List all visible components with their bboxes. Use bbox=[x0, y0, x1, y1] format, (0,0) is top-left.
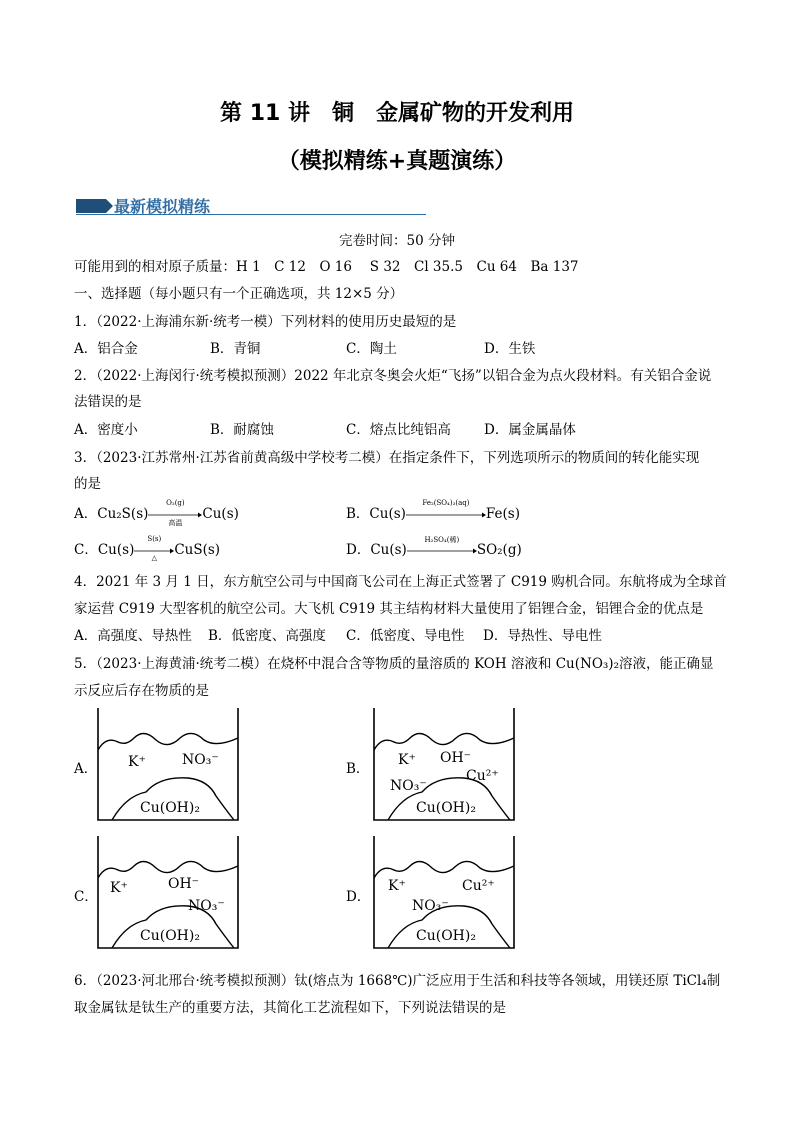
q3-b-condition-above: Fe₂(SO₄)₃(aq) bbox=[422, 498, 470, 507]
beaker-a-diagram bbox=[96, 708, 242, 824]
q3-option-c bbox=[74, 534, 221, 562]
q4-option-d: D．导热性、导电性 bbox=[483, 628, 602, 644]
q4-option-c: C．低密度、导电性 bbox=[346, 628, 465, 644]
q6-stem-line2: 取金属钛是钛生产的重要方法，其简化工艺流程如下，下列说法错误的是 bbox=[74, 1000, 506, 1016]
beaker-c-diagram bbox=[96, 836, 242, 952]
precipitate-label: Cu(OH)₂ bbox=[416, 928, 476, 944]
q3-c-condition-above: S(s) bbox=[147, 534, 162, 543]
q2-option-b: B．耐腐蚀 bbox=[210, 422, 274, 438]
q3-c-reactant: Cu(s) bbox=[97, 542, 135, 558]
q5-option-b-label: B． bbox=[346, 761, 370, 777]
ion-label: NO₃⁻ bbox=[188, 898, 225, 914]
q1-option-a: A．铝合金 bbox=[74, 341, 138, 357]
beaker-d-diagram bbox=[372, 836, 518, 952]
atomic-masses: 可能用到的相对原子质量：H 1 C 12 O 16 S 32 Cl 35.5 Cu 64 Ba 137 bbox=[74, 259, 579, 275]
ion-label: NO₃⁻ bbox=[182, 752, 219, 768]
section-banner bbox=[76, 193, 432, 217]
q3-a-reactant: Cu₂S(s) bbox=[97, 506, 149, 522]
q2-option-a: A．密度小 bbox=[74, 422, 138, 438]
precipitate-label: Cu(OH)₂ bbox=[140, 928, 200, 944]
q2-option-d: D．属金属晶体 bbox=[484, 422, 576, 438]
page-title: 第 11 讲 铜 金属矿物的开发利用 bbox=[220, 101, 574, 126]
q3-d-product: SO₂(g) bbox=[476, 542, 522, 558]
q3-option-a bbox=[74, 498, 239, 527]
q5-option-c-label: C． bbox=[74, 889, 98, 905]
ion-label: NO₃⁻ bbox=[390, 778, 427, 794]
reaction-arrow-icon bbox=[406, 512, 486, 518]
q1-stem: 1．（2022·上海浦东新·统考一模）下列材料的使用历史最短的是 bbox=[74, 314, 457, 330]
ion-label: K⁺ bbox=[128, 754, 146, 770]
ion-label: Cu²⁺ bbox=[466, 768, 499, 784]
q5-stem-line2: 示反应后存在物质的是 bbox=[74, 683, 209, 699]
q3-stem-line1: 3．（2023·江苏常州·江苏省前黄高级中学校考二模）在指定条件下，下列选项所示的物质间的转化能实现 bbox=[74, 450, 700, 466]
q3-a-condition-above: O₂(g) bbox=[166, 498, 185, 507]
q1-option-c: C．陶土 bbox=[346, 341, 397, 357]
q4-option-a: A．高强度、导热性 bbox=[74, 628, 192, 644]
ion-label: NO₃⁻ bbox=[412, 898, 449, 914]
q6-stem-line1: 6．（2023·河北邢台·统考模拟预测）钛(熔点为 1668℃)广泛应用于生活和科技等各领域，用镁还原 TiCl₄制 bbox=[74, 973, 721, 989]
q2-stem-line2: 法错误的是 bbox=[74, 394, 142, 410]
ion-label: K⁺ bbox=[388, 878, 406, 894]
ion-label: K⁺ bbox=[398, 752, 416, 768]
ion-label: OH⁻ bbox=[440, 750, 472, 766]
exam-time: 完卷时间：50 分钟 bbox=[339, 233, 455, 249]
q3-option-d bbox=[346, 535, 522, 558]
q5-stem-line1: 5．（2023·上海黄浦·统考二模）在烧杯中混合含等物质的量溶质的 KOH 溶液和 Cu(NO₃)₂溶液，能正确显 bbox=[74, 656, 714, 672]
q2-stem-line1: 2．（2022·上海闵行·统考模拟预测）2022 年北京冬奥会火炬“飞扬”以铝合金为点火段材料。有关铝合金说 bbox=[74, 368, 712, 384]
q3-option-b-label: B． bbox=[346, 506, 370, 522]
beaker-b-diagram bbox=[372, 708, 518, 824]
reaction-arrow-icon bbox=[407, 548, 477, 554]
q3-option-b bbox=[346, 498, 521, 522]
q3-c-condition-below: △ bbox=[151, 553, 158, 562]
q2-option-c: C．熔点比纯铝高 bbox=[346, 422, 451, 438]
precipitate-label: Cu(OH)₂ bbox=[140, 800, 200, 816]
q5-option-d-label: D． bbox=[346, 889, 371, 905]
q4-stem-line1: 4．2021 年 3 月 1 日，东方航空公司与中国商飞公司在上海正式签署了 C919 购机合同。东航将成为全球首 bbox=[74, 574, 727, 590]
q3-b-product: Fe(s) bbox=[485, 506, 521, 522]
ion-label: Cu²⁺ bbox=[462, 878, 495, 894]
q3-option-d-label: D． bbox=[346, 542, 371, 558]
q3-option-c-label: C． bbox=[74, 542, 98, 558]
q3-d-reactant: Cu(s) bbox=[370, 542, 407, 558]
q3-c-product: CuS(s) bbox=[174, 542, 221, 558]
q3-a-condition-below: 高温 bbox=[168, 518, 183, 527]
q5-option-a-label: A． bbox=[74, 761, 98, 777]
ion-label: K⁺ bbox=[110, 880, 128, 896]
q3-option-a-label: A． bbox=[74, 506, 98, 522]
q3-b-reactant: Cu(s) bbox=[369, 506, 406, 522]
q4-option-b: B．低密度、高强度 bbox=[208, 628, 326, 644]
page-subtitle: （模拟精练+真题演练） bbox=[277, 149, 517, 174]
q3-a-product: Cu(s) bbox=[202, 506, 239, 522]
precipitate-label: Cu(OH)₂ bbox=[416, 800, 476, 816]
q3-d-condition-above: H₂SO₄(稀) bbox=[424, 535, 460, 544]
q3-stem-line2: 的是 bbox=[74, 476, 101, 492]
ion-label: OH⁻ bbox=[168, 876, 200, 892]
q4-stem-line2: 家运营 C919 大型客机的航空公司。大飞机 C919 其主结构材料大量使用了铝锂合金，铝锂合金的优点是 bbox=[74, 601, 704, 617]
section-label: 最新模拟精练 bbox=[114, 197, 211, 216]
part-heading: 一、选择题（每小题只有一个正确选项，共 12×5 分） bbox=[74, 286, 404, 302]
q1-option-b: B．青铜 bbox=[210, 341, 261, 357]
q1-option-d: D．生铁 bbox=[484, 341, 536, 357]
